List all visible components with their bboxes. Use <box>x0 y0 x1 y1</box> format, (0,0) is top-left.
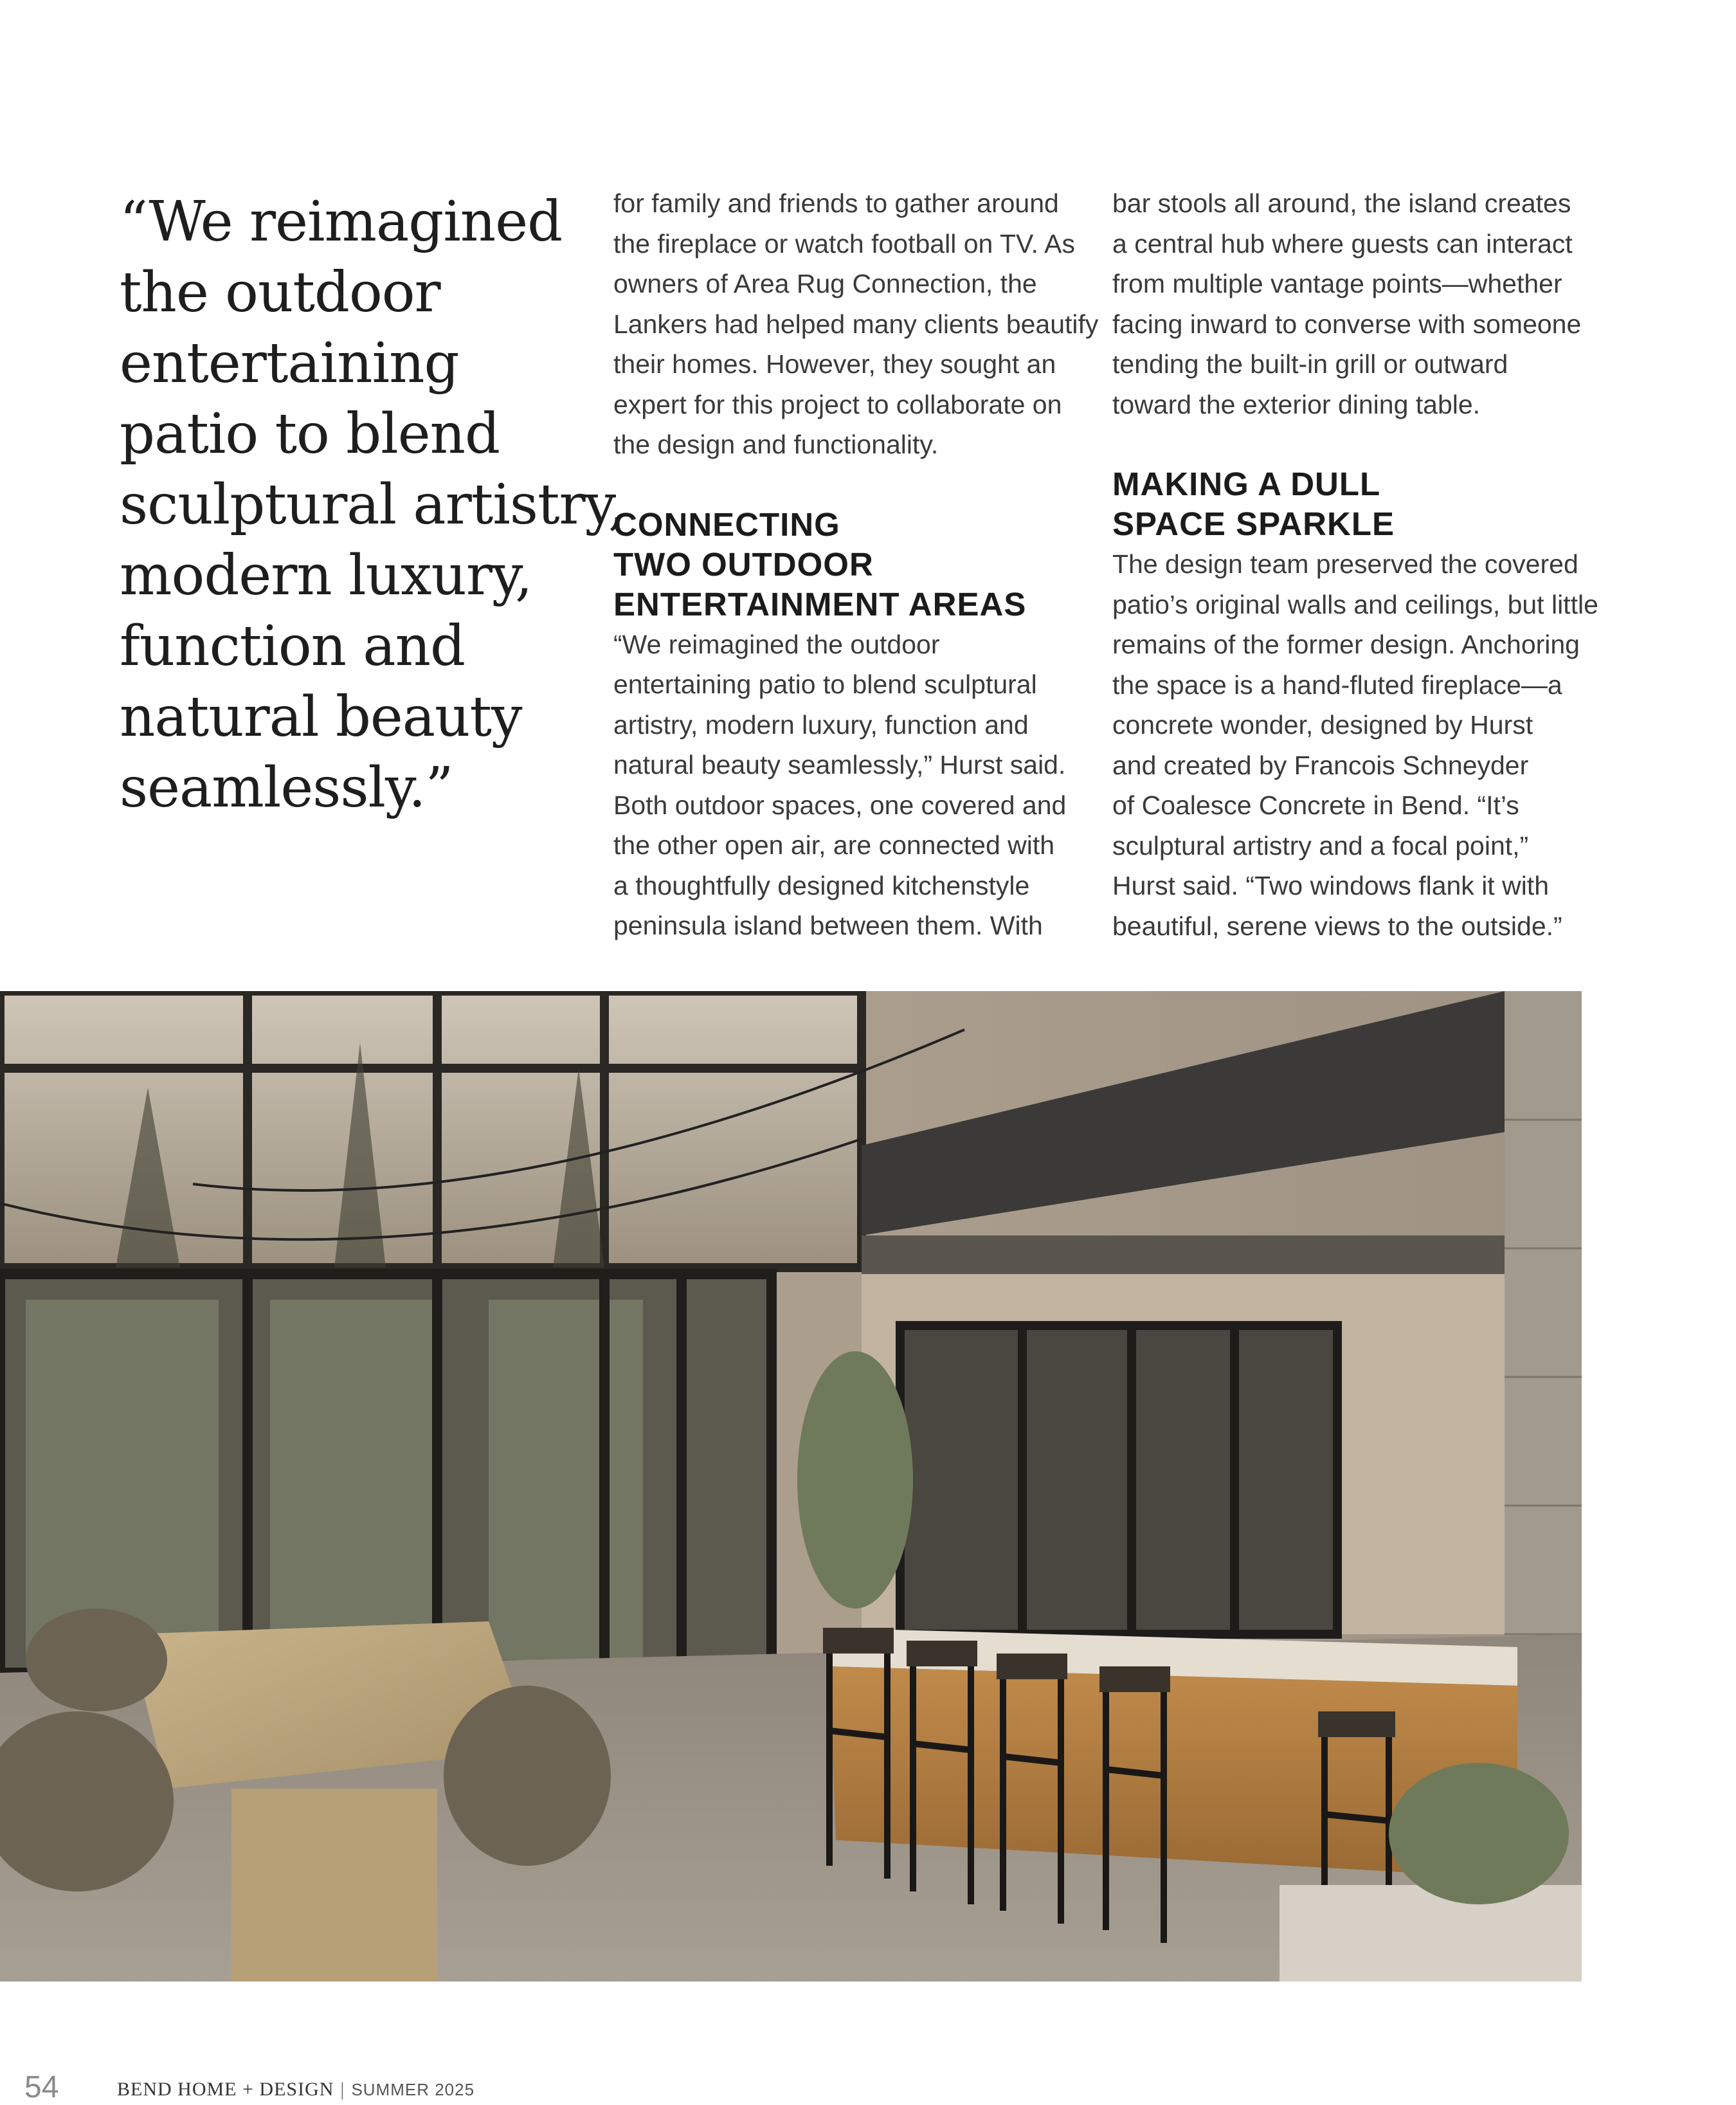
text-line: “We reimagined the outdoor <box>613 629 940 659</box>
text-line: their homes. However, they sought an <box>613 349 1056 379</box>
page-number: 54 <box>24 2070 59 2104</box>
text-line: and created by Francois Schneyder <box>1112 750 1529 780</box>
text-line: Hurst said. “Two windows flank it with <box>1112 871 1550 900</box>
heading-line: ENTERTAINMENT AREAS <box>613 585 1027 623</box>
text-line: toward the exterior dining table. <box>1112 389 1481 419</box>
paragraph-intro <box>613 183 1099 465</box>
text-line: the fireplace or watch football on TV. As <box>613 228 1075 259</box>
text-line: The design team preserved the covered <box>1112 549 1578 579</box>
text-line: expert for this project to collaborate on <box>613 389 1062 419</box>
text-line: from multiple vantage points—whether <box>1112 269 1562 298</box>
text-line: facing inward to converse with someone <box>1112 309 1582 339</box>
text-line: bar stools all around, the island creates <box>1112 188 1571 218</box>
text-line: natural beauty seamlessly,” Hurst said. <box>613 750 1066 779</box>
paragraph-body <box>1112 544 1598 946</box>
text-line: remains of the former design. Anchoring <box>1112 630 1580 659</box>
magazine-name: BEND HOME + DESIGN <box>117 2079 334 2100</box>
text-line: for family and friends to gather around <box>613 188 1059 218</box>
heading-line: TWO OUTDOOR <box>613 545 874 583</box>
heading-line: CONNECTING <box>613 506 840 543</box>
pull-quote-line: “We reimagined <box>120 190 563 254</box>
heading-line: MAKING A DULL <box>1112 466 1381 502</box>
text-line: sculptural artistry and a focal point,” <box>1112 830 1529 861</box>
text-line: a thoughtfully designed kitchenstyle <box>613 870 1030 900</box>
text-line: owners of Area Rug Connection, the <box>613 269 1037 298</box>
text-line: peninsula island between them. With <box>613 911 1043 940</box>
pull-quote-line: natural beauty <box>120 685 522 749</box>
text-line: artistry, modern luxury, function and <box>613 709 1029 740</box>
publication-info <box>117 2079 475 2100</box>
text-line: Both outdoor spaces, one covered and <box>613 790 1067 820</box>
pull-quote-line: entertaining <box>120 331 459 396</box>
article-column-right <box>1112 183 1598 946</box>
text-line: a central hub where guests can interact <box>1112 228 1573 259</box>
text-line: patio’s original walls and ceilings, but little <box>1112 589 1598 619</box>
paragraph-intro <box>1112 183 1588 424</box>
pull-quote-line: seamlessly.” <box>120 756 453 820</box>
text-line: beautiful, serene views to the outside.” <box>1112 911 1562 941</box>
paragraph-body <box>613 624 1089 946</box>
heading-line: SPACE SPARKLE <box>1112 506 1395 542</box>
article-column-left <box>613 183 1099 946</box>
separator: | <box>340 2079 345 2100</box>
text-line: the space is a hand-fluted fireplace—a <box>1112 670 1562 700</box>
patio-photo <box>0 991 1582 1982</box>
text-line: the other open air, are connected with <box>613 830 1055 860</box>
pull-quote-line: modern luxury, <box>120 543 532 608</box>
section-heading-sparkle <box>1112 464 1588 544</box>
pull-quote-line: the outdoor <box>120 260 440 325</box>
text-line: the design and functionality. <box>613 430 939 459</box>
text-line: concrete wonder, designed by Hurst <box>1112 710 1533 740</box>
text-line: tending the built-in grill or outward <box>1112 349 1508 379</box>
text-line: Lankers had helped many clients beautify <box>613 309 1099 339</box>
pull-quote-line: function and <box>120 614 466 679</box>
text-line: of Coalesce Concrete in Bend. “It’s <box>1112 790 1519 820</box>
issue-label: SUMMER 2025 <box>351 2080 475 2099</box>
pull-quote-line: patio to blend <box>120 402 500 466</box>
pull-quote-line: sculptural artistry, <box>120 473 626 537</box>
text-line: entertaining patio to blend sculptural <box>613 670 1037 699</box>
pull-quote <box>120 187 626 823</box>
section-heading-connecting <box>613 505 1089 624</box>
